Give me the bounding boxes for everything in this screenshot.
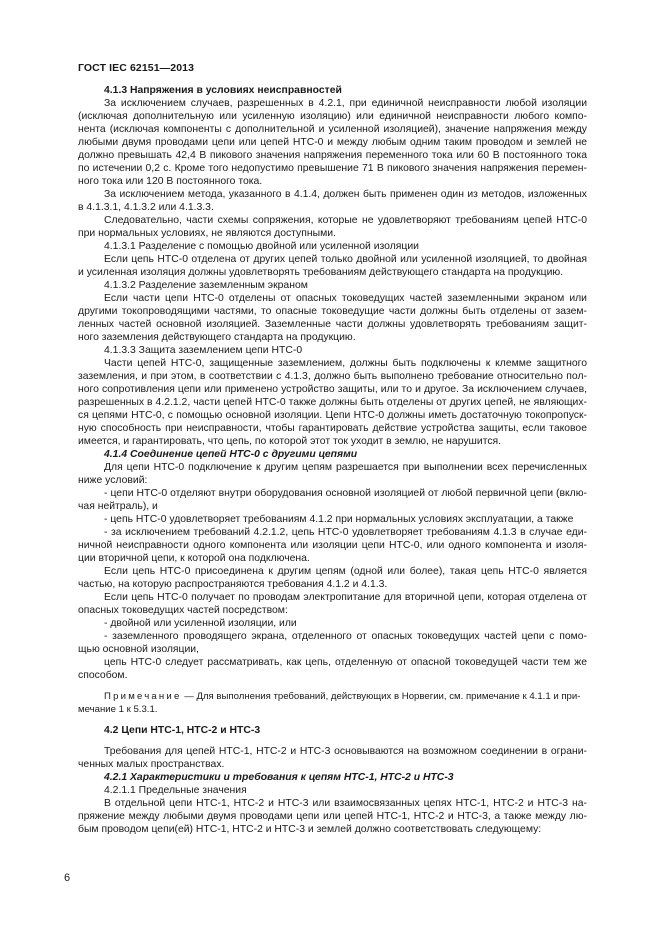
subsection-heading-4-1-3-2: 4.1.3.2 Разделение заземленным экраном [104, 280, 308, 291]
document-header: ГОСТ IEC 62151—2013 [78, 62, 195, 74]
text-line: пряжение между любыми двумя проводами цепи или цепей НТС-1, НТС-2 и НТС-3, а также между лю- [78, 811, 587, 822]
text-line: цепь НТС-0 следует рассматривать, как цепь, отделенную от опасной токоведущей части тем же [104, 657, 587, 668]
subsection-heading-4-2-1-1: 4.2.1.1 Предельные значения [104, 785, 247, 796]
note-label: Примечание [104, 691, 182, 702]
list-item: - цепь НТС-0 удовлетворяет требованиям 4.1.2 при нормальных условиях эксплуатации, а также [104, 514, 574, 525]
text-line: любыми двумя проводами цепи или цепей НТС-0 и между любым одним таким проводом и землей не [78, 137, 587, 148]
text-line: ции вторичной цепи, к которой она подключена. [78, 553, 310, 564]
text-line: Если цепь НТС-0 отделена от других цепей только двойной или усиленной изоляцией, то двойная [104, 254, 587, 265]
note-continuation: мечание 1 к 5.3.1. [78, 704, 158, 715]
text-line: опасных токоведущих частей посредством: [78, 605, 288, 616]
text-line: В отдельной цепи НТС-1, НТС-2 и НТС-3 или взаимосвязанных цепях НТС-1, НТС-2 и НТС-3 на- [104, 798, 587, 809]
text-line: ного тока или 120 В постоянного тока. [78, 176, 263, 187]
subsection-heading-4-1-3-1: 4.1.3.1 Разделение с помощью двойной или усиленной изоляции [104, 241, 419, 252]
note [78, 690, 587, 703]
section-heading-4-2: 4.2 Цепи НТС-1, НТС-2 и НТС-3 [104, 725, 261, 736]
text-line: ся цепями НТС-0, с помощью основной изоляции. Цепи НТС-0 должны иметь достаточную токопропуск- [78, 410, 587, 421]
section-heading-4-1-3: 4.1.3 Напряжения в условиях неисправностей [104, 85, 342, 96]
text-line: Требования для цепей НТС-1, НТС-2 и НТС-3 основываются на возможном соединении в ограни- [104, 746, 587, 757]
text-line: должно превышать 42,4 В пикового значения напряжения переменного тока или 60 В постоянного тока [78, 150, 587, 161]
text-line: способом. [78, 670, 128, 681]
text-line: чая нейтраль), и [78, 501, 158, 512]
text-line: имеется, и гарантировать, что цепь, по которой этот ток уходит в землю, не нарушится. [78, 436, 502, 447]
text-line: ную способность при неисправности, чтобы гарантировать действие устройства защиты, если таковое [78, 423, 587, 434]
subsection-heading-4-1-3-3: 4.1.3.3 Защита заземлением цепи НТС-0 [104, 345, 303, 356]
text-line: Части цепей НТС-0, защищенные заземлением, должны быть подключены к клемме защитного [104, 358, 587, 369]
text-line: Если части цепи НТС-0 отделены от опасных токоведущих частей заземленными экраном или [104, 293, 587, 304]
list-item: - двойной или усиленной изоляции, или [104, 618, 297, 629]
text-line: и усиленная изоляция должны удовлетворять требованиям действующего стандарта на продукцию. [78, 267, 564, 278]
text-line: разрешенных в 4.2.1.2, части цепей НТС-0 также должны быть отделены от других цепей, не являющих- [78, 397, 587, 408]
text-line: щью основной изоляции, [78, 644, 199, 655]
page-number: 6 [64, 872, 71, 884]
text-line: ченных малых пространствах. [78, 759, 225, 770]
text-line: ниже условий: [78, 475, 148, 486]
text-line: Следовательно, части схемы сопряжения, которые не удовлетворяют требованиям цепей НТС-0 [104, 215, 587, 226]
list-item: - за исключением требований 4.2.1.2, цепь НТС-0 удовлетворяет требованиям 4.1.3 в случае еди- [104, 527, 587, 538]
text-line: За исключением метода, указанного в 4.1.4, должен быть применен один из методов, изложенных [104, 189, 587, 200]
text-line: За исключением случаев, разрешенных в 4.2.1, при единичной неисправности любой изоляции [104, 98, 587, 109]
text-line: Для цепи НТС-0 подключение к другим цепям разрешается при выполнении всех перечисленных [104, 462, 587, 473]
text-line: ного сопротивления цепи или применено устройство защиты, или то и другое. За исключением случаев, [78, 384, 587, 395]
text-line: бым проводом цепи(ей) НТС-1, НТС-2 и НТС-3 и землей должно соответствовать следующему: [78, 824, 542, 835]
text-line: (исключая дополнительную или усиленную изоляцию) или единичной неисправности любого компо- [78, 111, 587, 122]
text-line: при нормальных условиях, не являются доступными. [78, 228, 336, 239]
text-line: нента (исключая компоненты с дополнительной и усиленной изоляцией), значение напряжения между [78, 124, 587, 135]
section-heading-4-1-4: 4.1.4 Соединение цепей НТС-0 с другими цепями [104, 449, 358, 460]
text-line: Если цепь НТС-0 получает по проводам электропитание для вторичной цепи, которая отделена от [104, 592, 587, 603]
text-line: по истечении 0,2 с. Кроме того недопустимо превышение 71 В пикового значения напряжения перемен- [78, 163, 587, 174]
document-body [78, 84, 587, 836]
text-line: другими токопроводящими частями, то опасные токоведущие части должны быть отделены от зазем- [78, 306, 587, 317]
text-line: частью, на которую распространяются требования 4.1.2 и 4.1.3. [78, 579, 388, 590]
text-line: ленных частей основной изоляцией. Заземленные части должны удовлетворять требованиям защит- [78, 319, 587, 330]
text-line: в 4.1.3.1, 4.1.3.2 или 4.1.3.3. [78, 202, 214, 213]
list-item: - заземленного проводящего экрана, отделенного от опасных токоведущих частей цепи с помо- [104, 631, 587, 642]
section-heading-4-2-1: 4.2.1 Характеристики и требования к цепям НТС-1, НТС-2 и НТС-3 [104, 772, 454, 783]
list-item: - цепи НТС-0 отделяют внутри оборудования основной изоляцией от любой первичной цепи (вклю- [104, 488, 587, 499]
note-text: — Для выполнения требований, действующих в Норвегии, см. примечание к 4.1.1 и при- [181, 691, 581, 702]
text-line: ничной неисправности одного компонента или изоляции цепи НТС-0, или одного компонента и изоля- [78, 540, 587, 551]
text-line: Если цепь НТС-0 присоединена к другим цепям (одной или более), такая цепь НТС-0 является [104, 566, 587, 577]
text-line: ного заземления действующего стандарта на продукцию. [78, 332, 356, 343]
text-line: заземления, и при этом, в соответствии с 4.1.3, должно быть выполнено требование относительно пол- [78, 371, 587, 382]
